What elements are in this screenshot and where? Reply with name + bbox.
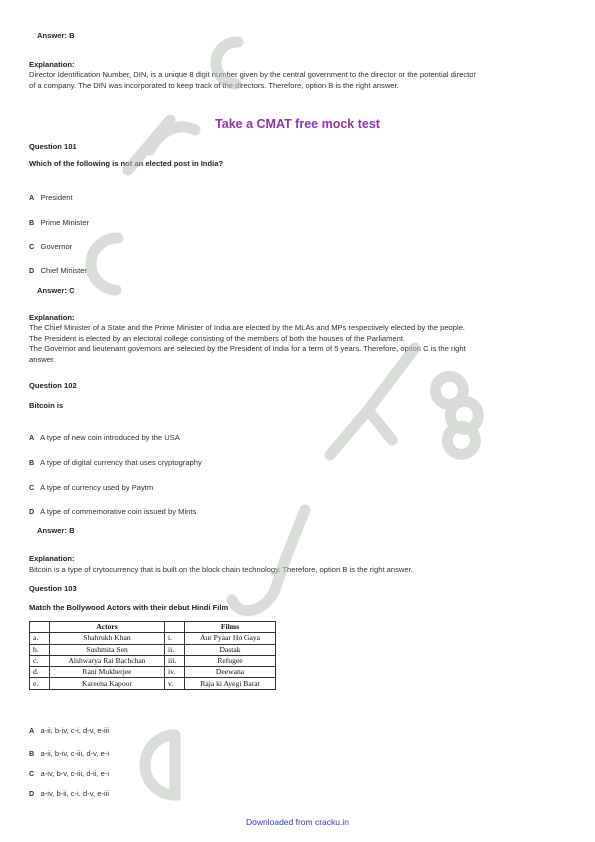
option-letter: C	[29, 242, 35, 251]
option-letter: A	[29, 726, 35, 735]
actor-cell: Kareena Kapoor	[50, 678, 165, 689]
film-index: ii.	[165, 644, 185, 655]
option-letter: D	[29, 266, 35, 275]
film-index: v.	[165, 678, 185, 689]
q103-option-b[interactable]	[29, 749, 109, 759]
q100-explanation-line: Director Identification Number, DIN, is a unique 8 digit number given by the central government to the director or the potential director	[29, 70, 476, 79]
watermark-letter-u	[232, 510, 305, 611]
q101-option-a[interactable]	[29, 193, 73, 203]
film-cell: Dastak	[185, 644, 276, 655]
option-text: A type of new coin introduced by the USA	[40, 433, 180, 442]
table-row	[30, 655, 276, 666]
q101-explanation	[29, 323, 549, 365]
option-text: a-iv, b-ii, c-i, d-v, e-iii	[40, 789, 110, 798]
option-letter: B	[29, 458, 35, 467]
header-cell	[30, 622, 50, 633]
q100-explanation-line: of a company. The DIN was incorporated to keep track of the directors. Therefore, option B is the right answer.	[29, 80, 399, 90]
film-index: iii.	[165, 655, 185, 666]
option-text: Prime Minister	[40, 218, 90, 227]
q102-explanation	[29, 565, 549, 576]
q101-explanation-line: The Governor and lieutenant governors are selected by the President of India for a term of 5 years. Therefore, option C is the right	[29, 344, 466, 354]
option-text: A type of commemorative coin issued by Mints	[40, 507, 197, 516]
q103-option-a[interactable]	[29, 726, 109, 736]
option-text: Chief Minister	[40, 266, 87, 275]
q102-option-d[interactable]	[29, 507, 196, 517]
film-index: i.	[165, 633, 185, 644]
q101-explanation-line: The Chief Minister of a State and the Prime Minister of India are elected by the MLAs and MPs respectively elected by the people.	[29, 323, 466, 332]
film-cell: Aur Pyaar Ho Gaya	[185, 633, 276, 644]
q102-option-a[interactable]	[29, 433, 180, 443]
q102-answer: Answer: B	[37, 526, 75, 535]
option-text: a-ii, b-iv, c-i, d-v, e-iii	[40, 726, 110, 735]
q101-number: Question 101	[29, 142, 77, 151]
option-text: President	[40, 193, 73, 202]
actor-cell: Shahrukh Khan	[50, 633, 165, 644]
film-cell: Refugee	[185, 655, 276, 666]
option-text: A type of currency used by Paytm	[40, 483, 154, 492]
footer-download-link[interactable]: Downloaded from cracku.in	[246, 817, 349, 827]
q102-option-b[interactable]	[29, 458, 202, 468]
row-index: c.	[30, 655, 50, 666]
q100-explanation-label: Explanation:	[29, 60, 75, 69]
q100-answer: Answer: B	[37, 31, 75, 40]
q103-option-c[interactable]	[29, 769, 109, 779]
q101-explanation-line: answer.	[29, 354, 56, 364]
actors-header: Actors	[50, 622, 165, 633]
q102-text: Bitcoin is	[29, 401, 64, 410]
q101-option-b[interactable]	[29, 218, 89, 228]
row-index: e.	[30, 678, 50, 689]
table-header-row	[30, 622, 276, 633]
option-letter: B	[29, 218, 35, 227]
q103-option-d[interactable]	[29, 789, 109, 799]
option-letter: A	[29, 193, 35, 202]
table-row	[30, 644, 276, 655]
actors-films-table	[29, 621, 276, 690]
row-index: d.	[30, 667, 50, 678]
q101-option-c[interactable]	[29, 242, 72, 252]
q102-explanation-line: Bitcoin is a type of crytocurrency that is built on the block chain technology. Therefore, option B is the right answer.	[29, 565, 413, 574]
film-cell: Raja ki Ayegi Barat	[185, 678, 276, 689]
q102-option-c[interactable]	[29, 483, 153, 493]
option-text: Governor	[40, 242, 73, 251]
table-row	[30, 633, 276, 644]
q101-option-d[interactable]	[29, 266, 87, 276]
q102-explanation-label: Explanation:	[29, 554, 75, 563]
actor-cell: Rani Mukherjee	[50, 667, 165, 678]
q101-answer: Answer: C	[37, 286, 75, 295]
cmat-mock-test-link[interactable]: Take a CMAT free mock test	[215, 117, 380, 131]
watermark-logo-circles	[435, 376, 478, 454]
q101-text: Which of the following is not an elected post in India?	[29, 159, 224, 168]
table-row	[30, 678, 276, 689]
q102-number: Question 102	[29, 381, 77, 390]
film-cell: Deewana	[185, 667, 276, 678]
row-index: a.	[30, 633, 50, 644]
watermark-letter-c2	[91, 238, 118, 290]
option-letter: C	[29, 483, 35, 492]
option-letter: C	[29, 769, 35, 778]
option-letter: D	[29, 789, 35, 798]
q100-explanation	[29, 70, 549, 91]
header-cell	[165, 622, 185, 633]
option-letter: B	[29, 749, 35, 758]
q101-explanation-line: The President is elected by an electoral college consisting of the members of both the houses of the Parliament.	[29, 333, 406, 343]
actor-cell: Sushmita Sen	[50, 644, 165, 655]
film-index: iv.	[165, 667, 185, 678]
actor-cell: Aishwarya Rai Bachchan	[50, 655, 165, 666]
option-letter: A	[29, 433, 35, 442]
row-index: b.	[30, 644, 50, 655]
films-header: Films	[185, 622, 276, 633]
option-text: A type of digital currency that uses cryptography	[40, 458, 202, 467]
q103-number: Question 103	[29, 584, 77, 593]
watermark-letter-a	[145, 735, 175, 795]
q103-text: Match the Bollywood Actors with their debut Hindi Film	[29, 603, 229, 612]
option-text: a-ii, b-iv, c-iii, d-v, e-i	[40, 749, 110, 758]
option-letter: D	[29, 507, 35, 516]
q101-explanation-label: Explanation:	[29, 313, 75, 322]
table-row	[30, 667, 276, 678]
option-text: a-iv, b-v, c-iii, d-ii, e-i	[40, 769, 110, 778]
